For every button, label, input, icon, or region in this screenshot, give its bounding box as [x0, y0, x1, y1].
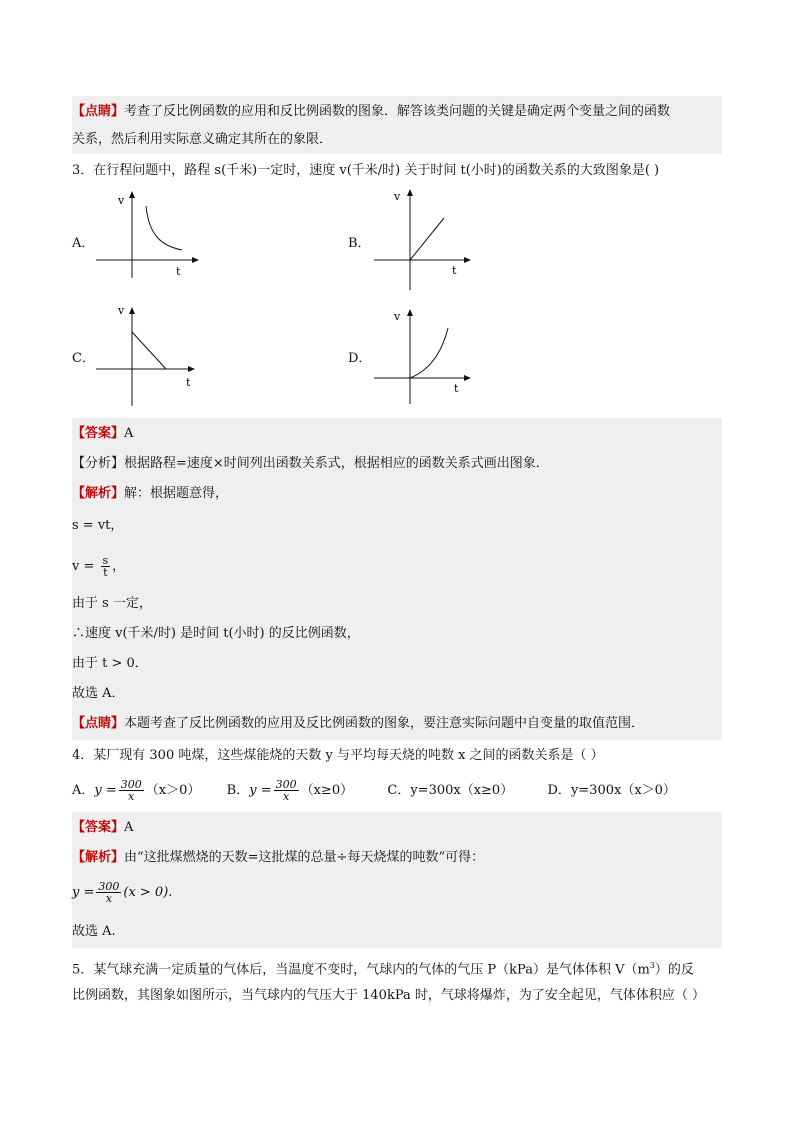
q3-b-line: [410, 218, 444, 260]
q4-solution: 【解析】由“这批煤燃烧的天数=这批煤的总量÷每天烧煤的吨数”可得：: [72, 850, 485, 865]
q3-eq2: v = $\frac{s}{t}$ ，: [72, 554, 126, 579]
q4-answer: 【答案】A: [72, 820, 134, 835]
q3-analysis: 【分析】根据路程=速度×时间列出函数关系式，根据相应的函数关系式画出图象．: [72, 456, 549, 471]
q3-d-axis-v: v: [394, 310, 401, 323]
q3-a-axis-t: t: [176, 265, 181, 278]
q5-line1: 5．某气球充满一定质量的气体后，当温度不变时，气球内的气体的气压 P（kPa）是气体体积 $V(m^3)$的反: [72, 961, 694, 978]
q5-line2: 比例函数，其图象如图所示，当气球内的气压大于 140kPa 时，气球将爆炸，为了安全起见，气体体积应（ ）: [72, 988, 706, 1003]
dianjing-block-1: [72, 96, 722, 154]
q3-d-parabola-curve: [410, 328, 448, 378]
q3-option-a-label: A．: [72, 236, 95, 251]
q3-c-axis-v: v: [118, 304, 125, 317]
q3-b-axis-t: t: [452, 264, 457, 277]
dianjing-tag: 【点睛】: [72, 104, 125, 119]
q3-step3: 由于 t > 0．: [72, 656, 148, 671]
dianjing-1-line1: 【点睛】考查了反比例函数的应用和反比例函数的图象．解答该类问题的关键是确定两个变量之间的函数: [72, 104, 671, 119]
q3-answer: 【答案】A: [72, 426, 134, 441]
q4-options: [72, 776, 676, 806]
q3-option-a-graph: [94, 188, 204, 278]
q4-formula: y = $\frac{300}{x}$ (x > 0).: [72, 880, 173, 905]
q3-option-c-graph: [94, 298, 204, 408]
q3-dianjing: 【点睛】本题考查了反比例函数的应用及反比例函数的图象，要注意实际问题中自变量的取值范围．: [72, 716, 645, 731]
q4-solution-block: [72, 812, 722, 948]
q4-option-d: D．y=300x（x＞0）: [547, 783, 676, 798]
q3-stem: 3．在行程问题中，路程 s(千米)一定时，速度 v(千米/时) 关于时间 t(小时)的函数关系的大致图象是( ): [72, 163, 660, 178]
q3-d-axis-t: t: [454, 382, 459, 395]
q4-conclusion: 故选 A.: [72, 924, 116, 939]
q3-option-d-graph: [372, 302, 482, 406]
q3-c-axis-t: t: [186, 376, 191, 389]
q3-solution-intro: 【解析】解：根据题意得，: [72, 486, 229, 501]
q4-option-b: B．y = $\frac{300}{x}$ （x≥0）: [226, 778, 354, 803]
q4-option-a: A．y = $\frac{300}{x}$ （x＞0）: [72, 778, 201, 803]
q3-conclusion: 故选 A．: [72, 686, 125, 701]
q3-option-c-label: C．: [72, 351, 95, 366]
q3-b-axis-v: v: [394, 190, 401, 203]
q3-option-b-label: B．: [348, 236, 371, 251]
q3-option-b-graph: [372, 184, 482, 296]
q3-step2: ∴速度 v(千米/时) 是时间 t(小时) 的反比例函数，: [72, 626, 360, 641]
q3-eq1: s = vt，: [72, 518, 124, 533]
q3-a-hyperbola-curve: [146, 206, 182, 250]
q3-solution-block: [72, 418, 722, 740]
q3-c-line: [132, 332, 166, 369]
q3-eq2-fraction: $\frac{s}{t}$: [102, 554, 109, 579]
dianjing-1-line2: 关系，然后利用实际意义确定其所在的象限．: [72, 132, 333, 147]
q3-option-d-label: D．: [348, 351, 372, 366]
q4-stem: 4．某厂现有 300 吨煤，这些煤能烧的天数 y 与平均每天烧的吨数 x 之间的函数关系是（ ）: [72, 748, 604, 763]
q4-option-c: C．y=300x（x≥0）: [387, 783, 514, 798]
q3-step1: 由于 s 一定，: [72, 596, 152, 611]
q3-a-axis-v: v: [118, 194, 125, 207]
